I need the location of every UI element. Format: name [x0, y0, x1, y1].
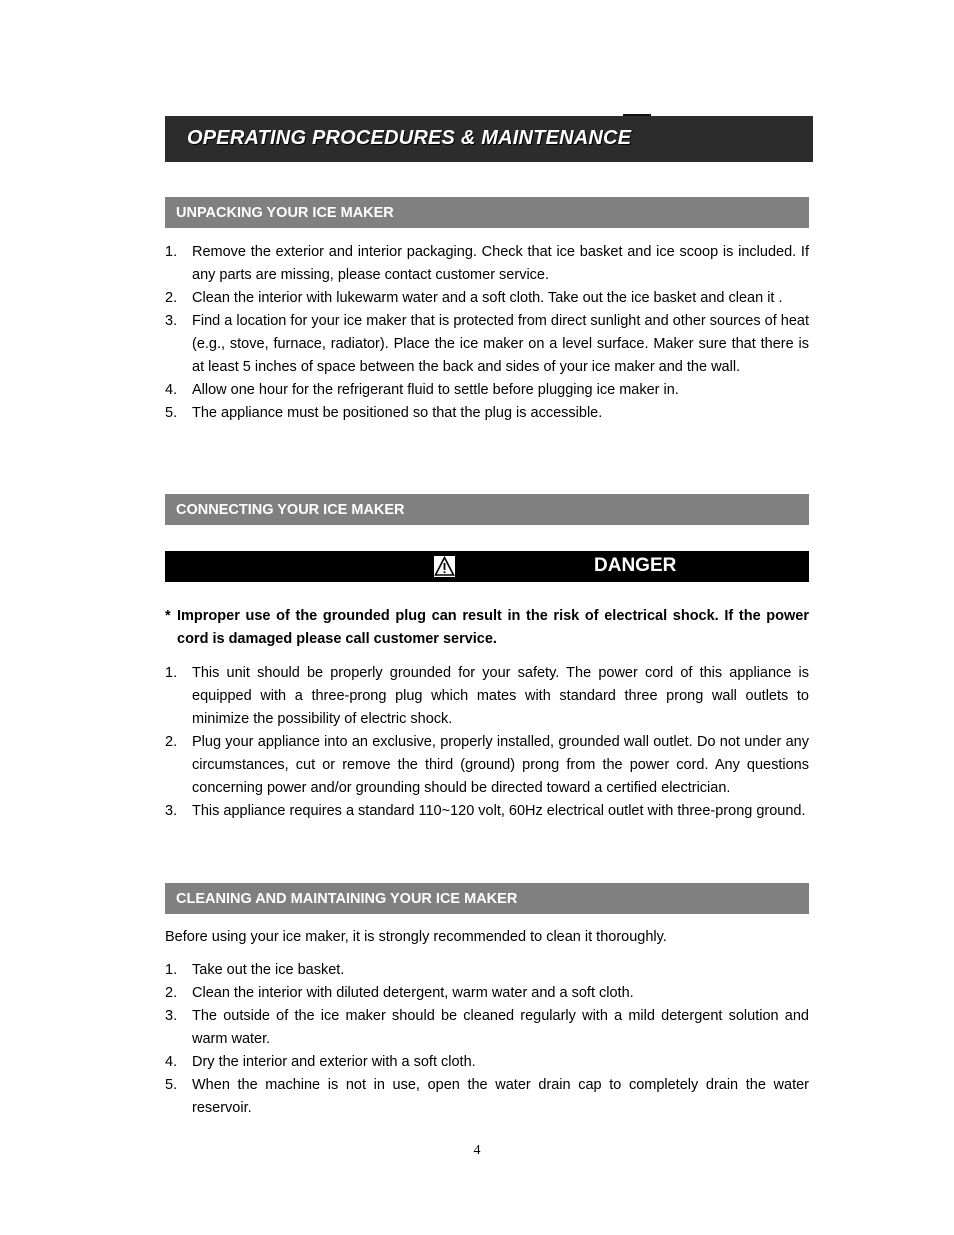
warning-triangle-icon	[433, 555, 456, 578]
list-item-text: The appliance must be positioned so that the plug is accessible.	[192, 405, 603, 421]
list-item	[165, 662, 809, 731]
list-item	[165, 287, 809, 310]
list-item-text: Clean the interior with lukewarm water and a soft cloth. Take out the ice basket and clean it .	[192, 290, 783, 306]
list-item-number: 2.	[165, 734, 178, 750]
danger-label: DANGER	[594, 555, 677, 576]
list-item	[165, 310, 809, 379]
page-title-banner	[165, 116, 813, 162]
list-item-number: 1.	[165, 244, 178, 260]
list-item-text: Take out the ice basket.	[192, 962, 345, 978]
list-item-text: The outside of the ice maker should be cleaned regularly with a mild detergent solution and warm water.	[192, 1008, 809, 1047]
page-title: OPERATING PROCEDURES & MAINTENANCE	[187, 127, 632, 149]
list-item	[165, 402, 809, 425]
section-heading-connecting: CONNECTING YOUR ICE MAKER	[165, 494, 809, 525]
list-item-text: Dry the interior and exterior with a soft cloth.	[192, 1054, 476, 1070]
list-item-number: 2.	[165, 290, 178, 306]
safety-note-text: Improper use of the grounded plug can result in the risk of electrical shock. If the power cord is damaged please call customer service.	[177, 608, 809, 647]
list-item-text: When the machine is not in use, open the water drain cap to completely drain the water reservoir.	[192, 1077, 809, 1116]
unpacking-list	[165, 241, 809, 425]
cleaning-list	[165, 959, 809, 1120]
list-item-number: 3.	[165, 313, 178, 329]
list-item-number: 1.	[165, 665, 178, 681]
list-item-number: 2.	[165, 985, 178, 1001]
note-marker: *	[165, 608, 171, 624]
list-item	[165, 959, 809, 982]
safety-note	[165, 605, 809, 651]
list-item	[165, 241, 809, 287]
cleaning-intro: Before using your ice maker, it is strongly recommended to clean it thoroughly.	[165, 929, 667, 945]
list-item	[165, 1074, 809, 1120]
list-item-text: This unit should be properly grounded for your safety. The power cord of this appliance is equipped with a three-prong plug which mates with standard three prong wall outlets to minimize the possibility of electric shock.	[192, 665, 809, 727]
list-item	[165, 731, 809, 800]
list-item-text: Remove the exterior and interior packaging. Check that ice basket and ice scoop is included. If any parts are missing, please contact customer service.	[192, 244, 809, 283]
list-item-text: Find a location for your ice maker that is protected from direct sunlight and other sources of heat (e.g., stove, furnace, radiator). Place the ice maker on a level surface. Maker sure that there is at least 5 inches of space between the back and sides of your ice maker and the wall.	[192, 313, 809, 375]
list-item-text: Allow one hour for the refrigerant fluid to settle before plugging ice maker in.	[192, 382, 679, 398]
list-item-text: This appliance requires a standard 110~120 volt, 60Hz electrical outlet with three-prong ground.	[192, 803, 806, 819]
connecting-list	[165, 662, 809, 823]
list-item-number: 5.	[165, 1077, 178, 1093]
section-heading-unpacking: UNPACKING YOUR ICE MAKER	[165, 197, 809, 228]
list-item-number: 3.	[165, 1008, 178, 1024]
list-item	[165, 800, 809, 823]
list-item-number: 4.	[165, 1054, 178, 1070]
list-item	[165, 379, 809, 402]
list-item-text: Clean the interior with diluted detergent, warm water and a soft cloth.	[192, 985, 634, 1001]
list-item-number: 3.	[165, 803, 178, 819]
page-number: 4	[473, 1143, 481, 1158]
list-item-number: 1.	[165, 962, 178, 978]
list-item-number: 5.	[165, 405, 178, 421]
list-item-text: Plug your appliance into an exclusive, properly installed, grounded wall outlet. Do not under any circumstances, cut or remove the third (ground) prong from the power cord. Any questions concerning power and/or grounding should be directed toward a certified electrician.	[192, 734, 809, 796]
list-item	[165, 1005, 809, 1051]
list-item-number: 4.	[165, 382, 178, 398]
list-item	[165, 1051, 809, 1074]
danger-banner	[165, 551, 809, 582]
list-item	[165, 982, 809, 1005]
section-heading-cleaning: CLEANING AND MAINTAINING YOUR ICE MAKER	[165, 883, 809, 914]
